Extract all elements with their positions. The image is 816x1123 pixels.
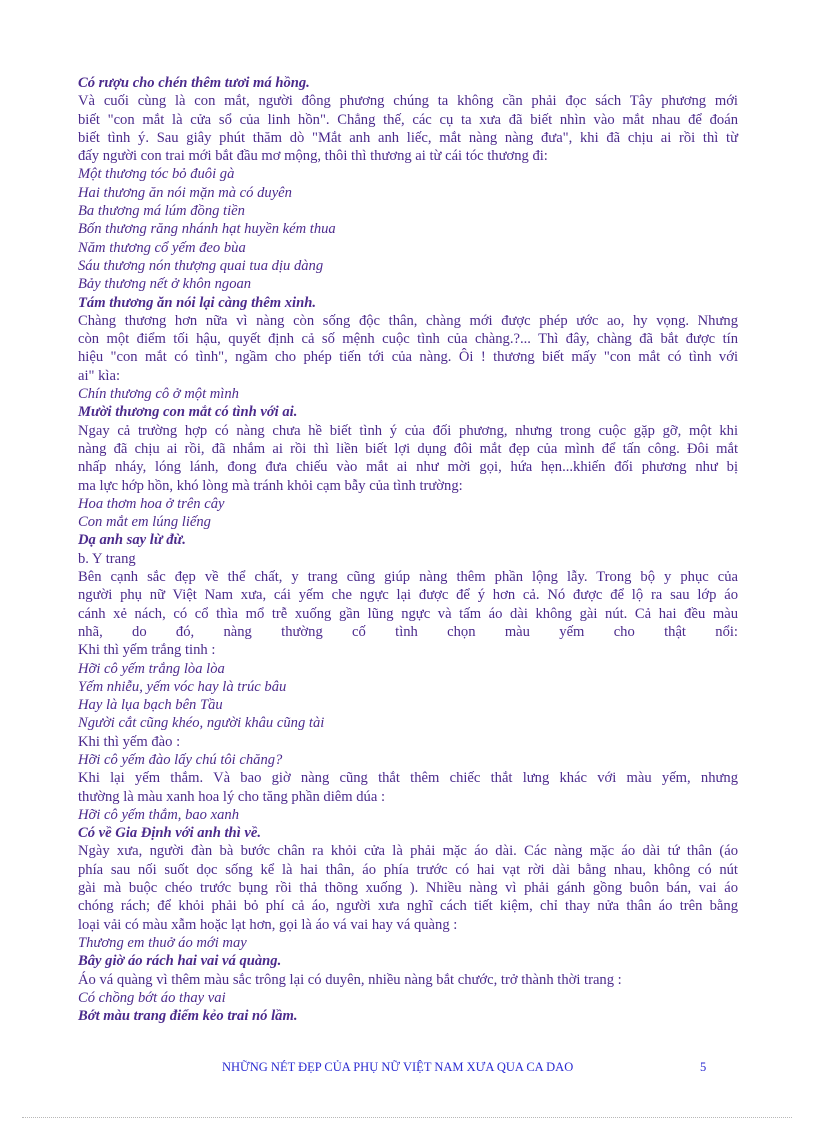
paragraph-line: ma lực hớp hồn, khó lòng mà tránh khỏi cạm bẫy của tình trường: — [78, 477, 463, 494]
paragraph-line: hiệu "con mắt có tình", ngầm cho phép tiến tới của nàng. Ôi ! thương biết mấy "con mắt có tình với — [78, 349, 738, 366]
paragraph-line: Ngay cả trường hợp có nàng chưa hề biết tình ý của đối phương, nhưng trong cuộc gặp gỡ, một khi — [78, 422, 738, 439]
verse-line: Thương em thuở áo mới may — [78, 934, 247, 951]
paragraph-line: ai" kìa: — [78, 367, 121, 384]
paragraph — [78, 92, 738, 165]
paragraph — [78, 842, 738, 933]
paragraph-line: biết tình ý. Sau giây phút thăm dò "Mắt anh anh liếc, mắt nàng nàng đưa", khi đã chịu ai rồi thì từ — [78, 129, 738, 146]
verse-line: Bốn thương răng nhánh hạt huyền kém thua — [78, 221, 336, 238]
page-bottom-border — [22, 1117, 792, 1118]
paragraph-line: đấy người con trai mới bắt đầu mơ mộng, thôi thì thương ai từ cái tóc thương đi: — [78, 148, 548, 165]
verse-line: Hay là lụa bạch bên Tầu — [78, 697, 223, 714]
paragraph-line: chóng rách; để khỏi phải bỏ phí cả áo, người xưa nghĩ cách tiết kiệm, chỉ thay nửa thân áo trên bằng — [78, 898, 738, 915]
verse-block — [78, 824, 738, 842]
paragraph-line: Ngày xưa, người đàn bà bước chân ra khỏi cửa là phải mặc áo dài. Các nàng mặc áo dài tứ thân (áo — [78, 843, 738, 860]
verse-line: Có chồng bớt áo thay vai — [78, 989, 226, 1006]
paragraph-line: thường là màu xanh hoa lý cho tăng phần diêm dúa : — [78, 788, 386, 805]
verse-block — [78, 495, 738, 532]
verse-line: Mười thương con mắt có tình với ai. — [78, 404, 298, 421]
paragraph — [78, 550, 738, 568]
verse-block — [78, 660, 738, 733]
verse-line: Bảy thương nết ở khôn ngoan — [78, 276, 252, 293]
verse-line: Có về Gia Định với anh thì về. — [78, 825, 261, 842]
verse-block — [78, 294, 738, 312]
paragraph-line: biết "con mắt là cửa sổ của linh hồn". Chẳng thế, các cụ ta xưa đã biết nhìn vào mắt nhau để đoán — [78, 111, 738, 128]
verse-line: Bây giờ áo rách hai vai vá quàng. — [78, 953, 282, 970]
paragraph-line: còn một điểm tối hậu, quyết định cả số mệnh cuộc tình của chàng.?... Thì đây, chàng đã bắt được tín — [78, 331, 738, 348]
paragraph — [78, 422, 738, 495]
verse-block — [78, 952, 738, 970]
paragraph-line: nàng đã chịu ai rồi, đã nhắm ai rồi thì liền biết lợi dụng đôi mắt đẹp của mình để tấn công. Đôi mắt — [78, 440, 738, 457]
verse-line: Bớt màu trang điểm kẻo trai nó lầm. — [78, 1008, 298, 1025]
paragraph — [78, 971, 738, 989]
paragraph-line: Bên cạnh sắc đẹp về thể chất, y trang cũng giúp nàng thêm phần lộng lẫy. Trong bộ y phục của — [78, 569, 738, 586]
paragraph-line: cánh xẻ nách, có cổ thìa mổ trễ xuống gần lũng ngực và tấm áo dài không gài nút. Cả hai đều màu — [78, 605, 738, 622]
verse-block — [78, 934, 738, 952]
paragraph-line: Khi thì yếm trắng tinh : — [78, 642, 216, 659]
paragraph — [78, 568, 738, 659]
verse-block — [78, 989, 738, 1007]
verse-line: Dạ anh say lừ đừ. — [78, 532, 186, 549]
page-number: 5 — [700, 1060, 707, 1074]
paragraph-line: Áo vá quàng vì thêm màu sắc trông lại có duyên, nhiều nàng bắt chước, trở thành thời trang : — [78, 971, 622, 988]
paragraph-line: Khi thì yếm đào : — [78, 733, 181, 750]
verse-line: Hỡi cô yếm trắng lòa lòa — [78, 660, 225, 677]
verse-line: Năm thương cổ yếm đeo bùa — [78, 239, 246, 256]
paragraph-line: b. Y trang — [78, 550, 136, 567]
verse-block — [78, 74, 738, 92]
verse-block — [78, 403, 738, 421]
footer-title: NHỮNG NÉT ĐẸP CỦA PHỤ NỮ VIỆT NAM XƯA QUA CA DAO — [222, 1060, 574, 1074]
paragraph-line: người phụ nữ Việt Nam xưa, cái yếm che ngực lại được để ý hơn cả. Nó được để lộ ra sau lớp áo — [78, 587, 738, 604]
verse-line: Người cắt cũng khéo, người khâu cũng tài — [78, 715, 325, 732]
paragraph-line: phía sau nối suốt dọc sống kể là hai thân, áo phía trước có hai vạt rời dài bằng nhau, không có nút — [78, 861, 738, 878]
verse-line: Hỡi cô yếm đào lấy chú tôi chăng? — [78, 751, 283, 768]
paragraph-line: gài mà buộc chéo trước bụng rồi thả thõng xuống ). Nhiều nàng vì phải gánh gồng buôn bán, vai áo — [78, 880, 738, 897]
verse-block — [78, 751, 738, 769]
verse-line: Có rượu cho chén thêm tươi má hồng. — [78, 75, 310, 91]
verse-line: Ba thương má lúm đồng tiền — [78, 203, 245, 220]
page-content — [78, 74, 738, 1025]
verse-line: Tám thương ăn nói lại càng thêm xinh. — [78, 294, 316, 311]
paragraph — [78, 312, 738, 385]
paragraph-line: Khi lại yếm thắm. Và bao giờ nàng cũng thắt thêm chiếc thắt lưng khác với màu yếm, nhưng — [78, 770, 738, 787]
paragraph-line: nhã, do đó, nàng thường cố tình chọn màu yếm cho thật nổi: — [78, 623, 738, 640]
paragraph-line: nhấp nháy, lóng lánh, đong đưa chiếu vào mắt ai như mời gọi, hứa hẹn...khiến đối phương như bị — [78, 459, 738, 476]
verse-line: Hỡi cô yếm thắm, bao xanh — [78, 806, 239, 823]
paragraph-line: loại vải có màu xẫm hoặc lạt hơn, gọi là áo vá vai hay vá quàng : — [78, 916, 458, 933]
verse-line: Hoa thơm hoa ở trên cây — [78, 495, 225, 512]
paragraph-line: Chàng thương hơn nữa vì nàng còn sống độc thân, chàng mới được phép ước ao, hy vọng. Nhưng — [78, 312, 738, 329]
paragraph-line: Và cuối cùng là con mắt, người đông phương chúng ta không cần phải đọc sách Tây phương mới — [78, 93, 738, 110]
paragraph — [78, 733, 738, 751]
verse-line: Chín thương cô ở một mình — [78, 386, 239, 403]
verse-block — [78, 531, 738, 549]
verse-line: Hai thương ăn nói mặn mà có duyên — [78, 184, 292, 201]
verse-block — [78, 165, 738, 293]
verse-block — [78, 385, 738, 403]
verse-block — [78, 806, 738, 824]
verse-line: Sáu thương nón thượng quai tua dịu dàng — [78, 257, 324, 274]
paragraph — [78, 769, 738, 806]
verse-line: Yếm nhiễu, yếm vóc hay là trúc bâu — [78, 678, 287, 695]
verse-block — [78, 1007, 738, 1025]
verse-line: Một thương tóc bỏ đuôi gà — [78, 166, 235, 183]
verse-line: Con mắt em lúng liếng — [78, 514, 211, 531]
